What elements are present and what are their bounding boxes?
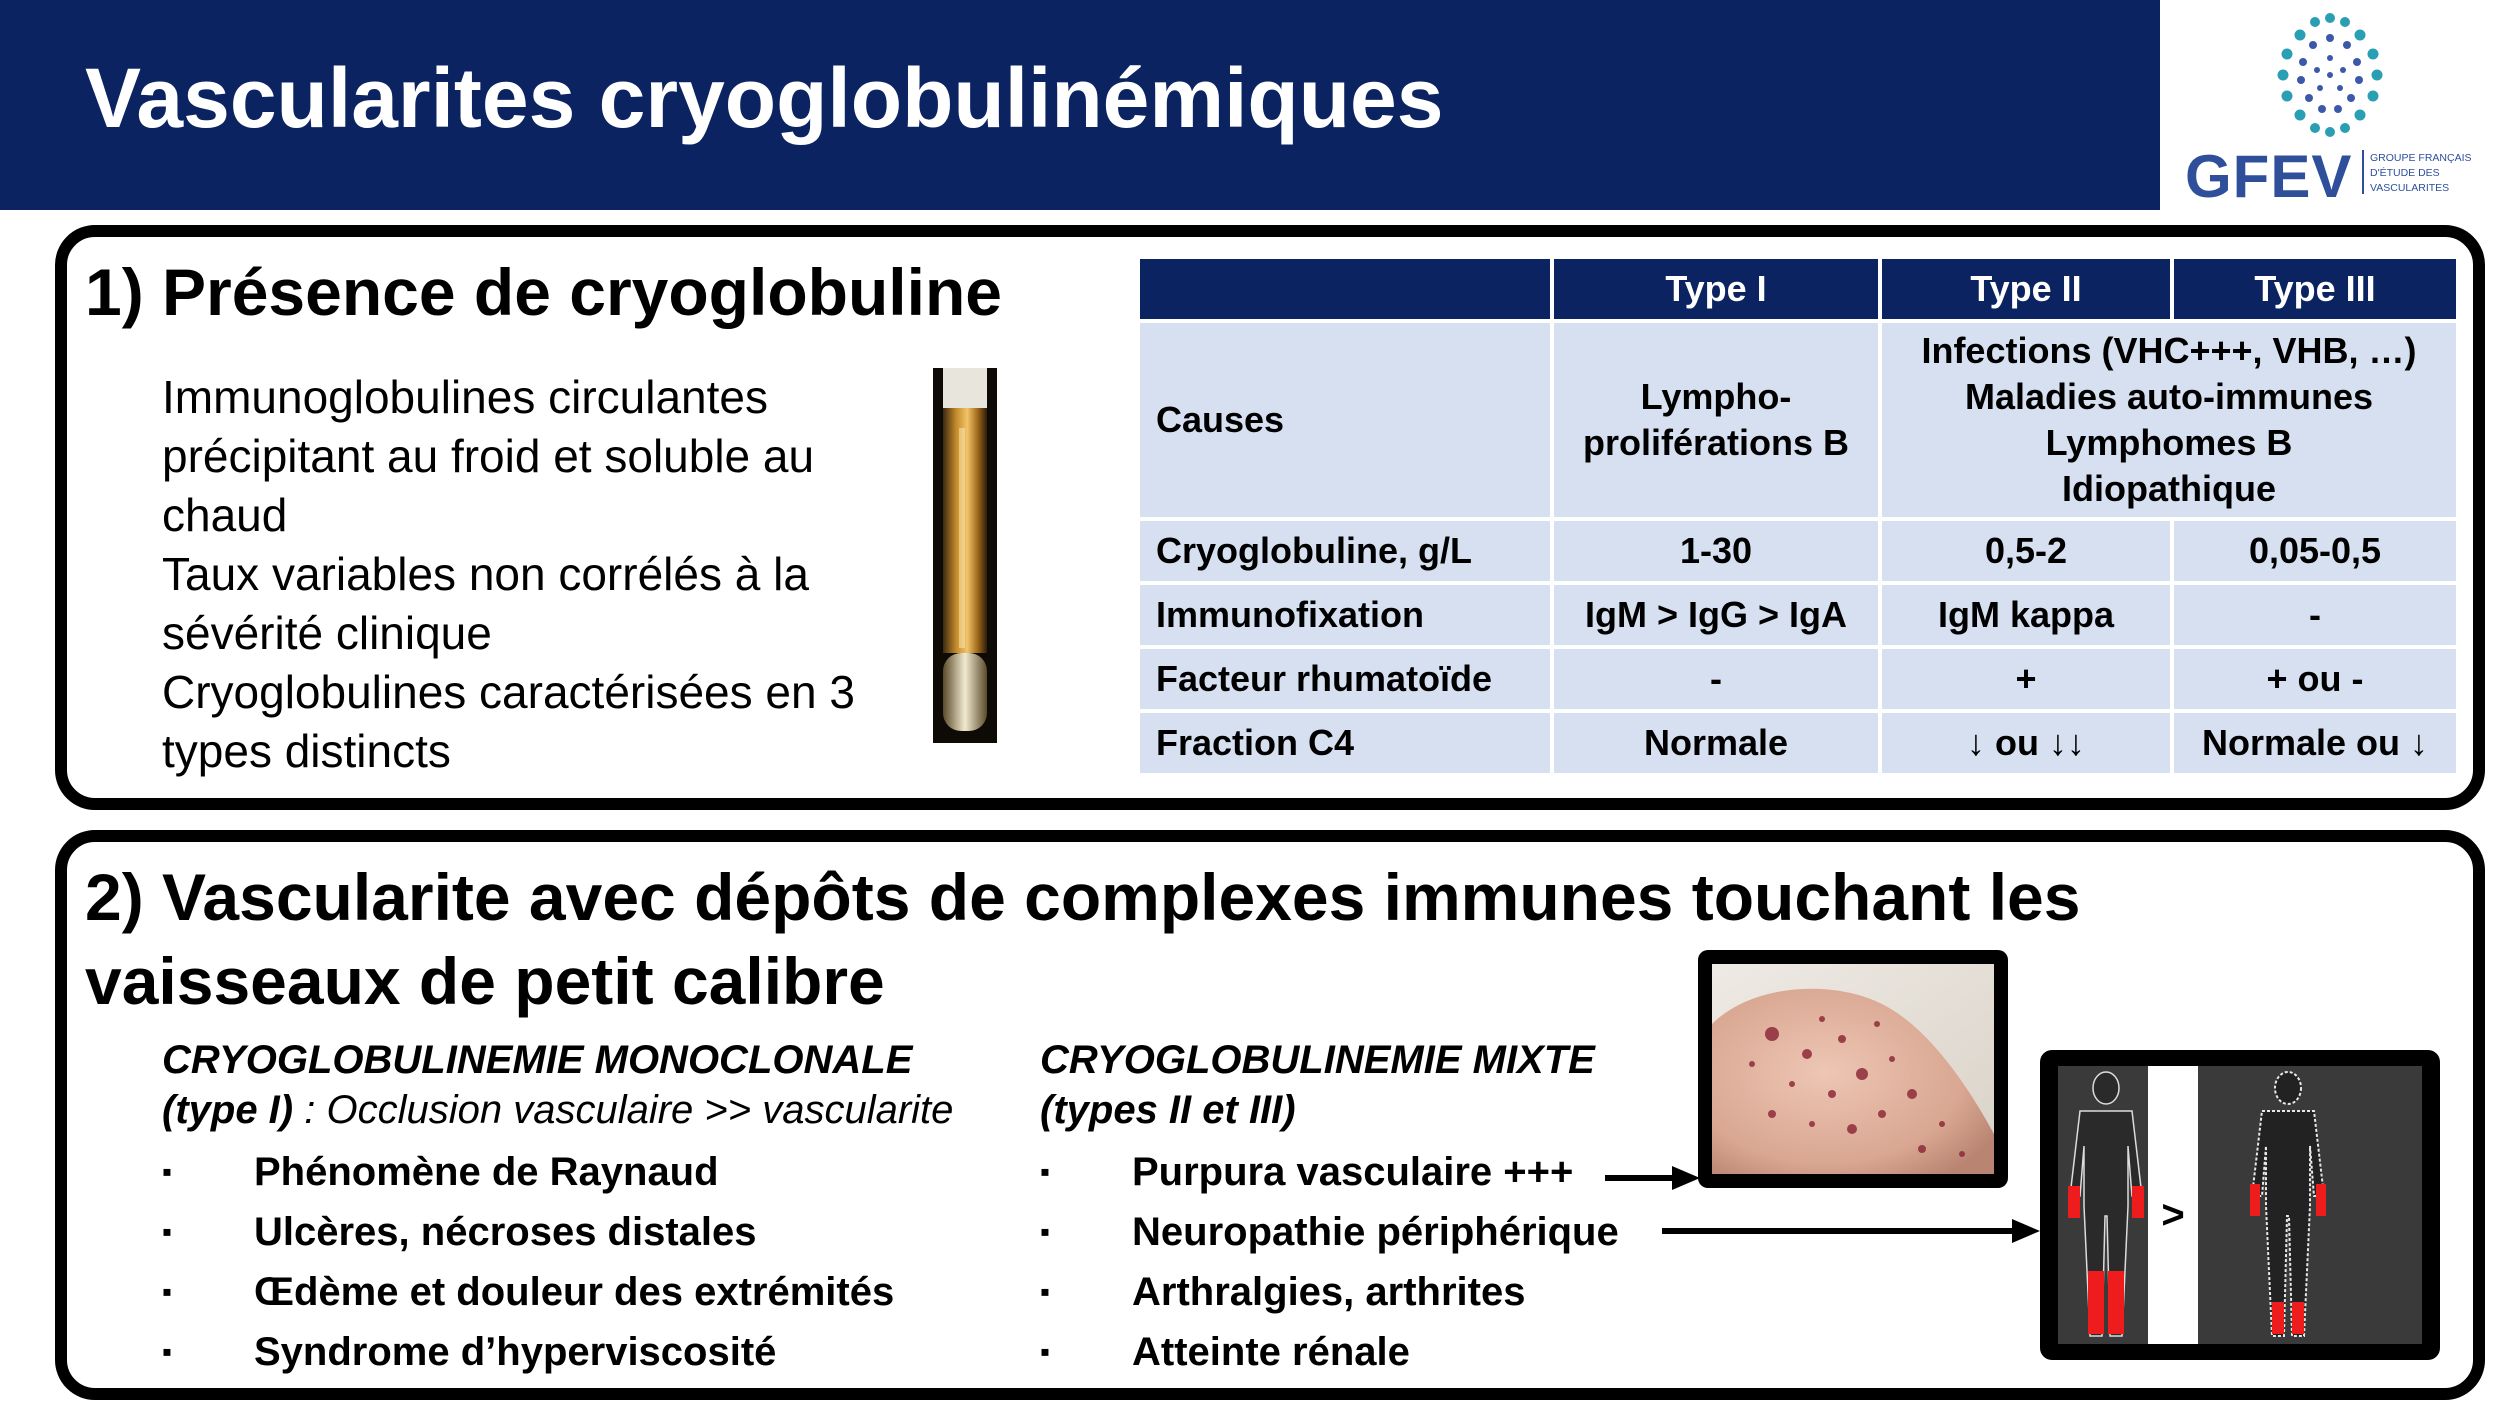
table-row	[1140, 649, 2456, 709]
mixed-heading: CRYOGLOBULINEMIE MIXTE (types II et III)	[1040, 1038, 1595, 1132]
table-header-cell	[1140, 259, 1550, 319]
table-row-label: Cryoglobuline, g/L	[1140, 521, 1550, 581]
neuropathy-body-figure	[2058, 1066, 2422, 1344]
list-item: ▪ Arthralgies, arthrites	[1040, 1262, 1619, 1322]
neuropathy-figure-frame	[2040, 1050, 2440, 1360]
cryoglobulin-types-table	[1136, 255, 2460, 777]
mixed-symptom-list	[1040, 1142, 1619, 1382]
table-row	[1140, 713, 2456, 773]
section-1-title: 1) Présence de cryoglobuline	[85, 255, 1002, 329]
table-cell: 0,5-2	[1882, 521, 2170, 581]
list-item: ▪ Purpura vasculaire +++	[1040, 1142, 1619, 1202]
section-1-intro	[162, 368, 922, 781]
list-item: ▪ Atteinte rénale	[1040, 1322, 1619, 1382]
table-row-label: Facteur rhumatoïde	[1140, 649, 1550, 709]
logo-dots-icon	[2265, 10, 2395, 140]
page-title: Vascularites cryoglobulinémiques	[85, 51, 1444, 145]
table-cell: Normale ou ↓	[2174, 713, 2456, 773]
list-item: ▪ Neuropathie périphérique	[1040, 1202, 1619, 1262]
logo-wordmark: GFEV	[2185, 143, 2353, 210]
header-bar	[0, 0, 2160, 210]
table-header-row	[1140, 259, 2456, 319]
table-row	[1140, 585, 2456, 645]
intro-paragraph: Taux variables non corrélés à la sévérité clinique	[162, 548, 809, 659]
gfev-logo	[2165, 0, 2500, 210]
table-cell: Infections (VHC+++, VHB, …) Maladies auto-immunes Lymphomes B Idiopathique	[1882, 323, 2456, 517]
square-bullet-icon: ▪	[162, 1276, 172, 1307]
table-header-cell: Type III	[2174, 259, 2456, 319]
table-cell: 0,05-0,5	[2174, 521, 2456, 581]
purpura-photo	[1712, 964, 1994, 1174]
table-header-cell: Type II	[1882, 259, 2170, 319]
square-bullet-icon: ▪	[1040, 1276, 1050, 1307]
table-row	[1140, 521, 2456, 581]
table-cell: Normale	[1554, 713, 1878, 773]
list-item: ▪ Phénomène de Raynaud	[162, 1142, 894, 1202]
purpura-photo-frame	[1698, 950, 2008, 1188]
table-row	[1140, 323, 2456, 517]
section-2-title: 2) Vascularite avec dépôts de complexes immunes touchant les vaisseaux de petit calibre	[85, 860, 2081, 1018]
cryoglobulin-tube-photo	[933, 368, 997, 743]
table-row-label: Causes	[1140, 323, 1550, 517]
monoclonal-heading: CRYOGLOBULINEMIE MONOCLONALE (type I) : Occlusion vasculaire >> vascularite	[162, 1038, 954, 1132]
square-bullet-icon: ▪	[162, 1156, 172, 1187]
logo-divider	[2362, 150, 2364, 194]
list-item: ▪ Œdème et douleur des extrémités	[162, 1262, 894, 1322]
intro-paragraph: Immunoglobulines circulantes précipitant au froid et soluble au chaud	[162, 371, 815, 541]
square-bullet-icon: ▪	[1040, 1156, 1050, 1187]
square-bullet-icon: ▪	[1040, 1216, 1050, 1247]
table-cell: IgM kappa	[1882, 585, 2170, 645]
list-item: ▪ Ulcères, nécroses distales	[162, 1202, 894, 1262]
table-header-cell: Type I	[1554, 259, 1878, 319]
table-cell: Lympho- proliférations B	[1554, 323, 1878, 517]
list-item: ▪ Syndrome d’hyperviscosité	[162, 1322, 894, 1382]
logo-subtitle: GROUPE FRANÇAIS D'ÉTUDE DES VASCULARITES	[2370, 152, 2472, 194]
table-cell: -	[1554, 649, 1878, 709]
comparison-symbol: >	[2161, 1193, 2185, 1237]
intro-paragraph: Cryoglobulines caractérisées en 3 types distincts	[162, 666, 855, 777]
table-cell: 1-30	[1554, 521, 1878, 581]
table-cell: -	[2174, 585, 2456, 645]
square-bullet-icon: ▪	[162, 1216, 172, 1247]
table-cell: +	[1882, 649, 2170, 709]
square-bullet-icon: ▪	[1040, 1336, 1050, 1367]
table-cell: ↓ ou ↓↓	[1882, 713, 2170, 773]
table-cell: IgM > IgG > IgA	[1554, 585, 1878, 645]
table-cell: + ou -	[2174, 649, 2456, 709]
table-row-label: Fraction C4	[1140, 713, 1550, 773]
square-bullet-icon: ▪	[162, 1336, 172, 1367]
monoclonal-symptom-list	[162, 1142, 894, 1382]
table-row-label: Immunofixation	[1140, 585, 1550, 645]
